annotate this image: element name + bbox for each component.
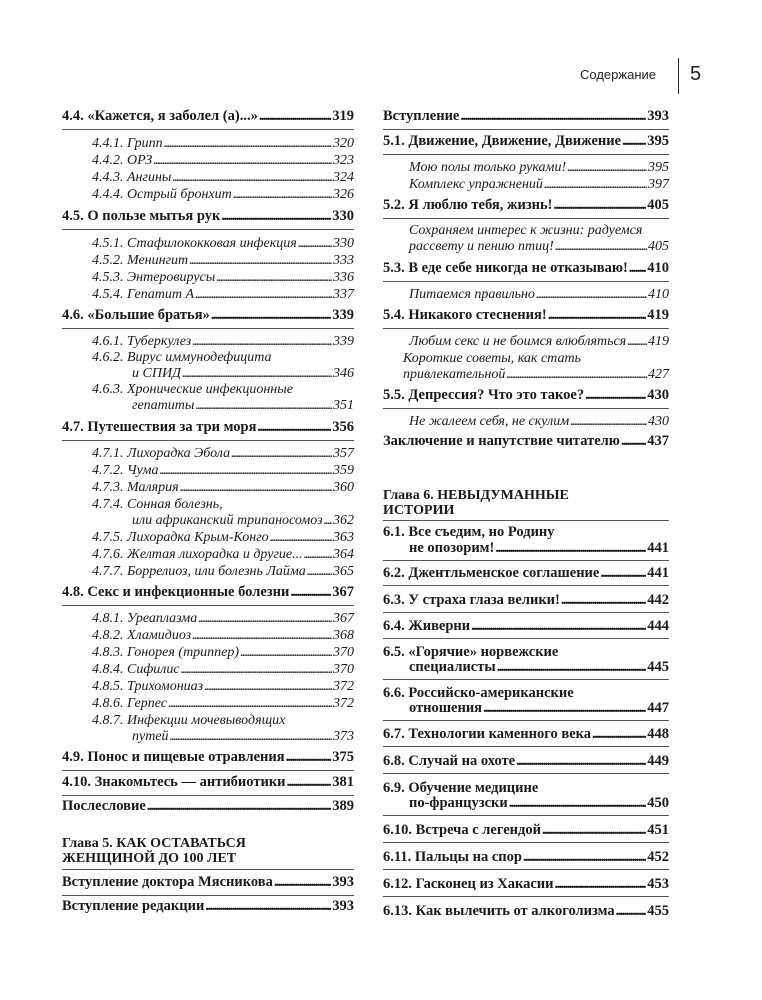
toc-entry[interactable]: и СПИД . . . 346 xyxy=(62,365,354,382)
toc-entry[interactable]: Не жалеем себя, не скулим . . . 430 xyxy=(383,413,669,430)
toc-entry[interactable]: 4.7.7. Боррелиоз, или болезнь Лайма . . . 365 xyxy=(62,563,354,580)
toc-entry[interactable]: не опозорим! . . . 441 xyxy=(383,540,669,557)
toc-entry-first-line: 6.1. Все съедим, но Родину xyxy=(383,524,555,540)
toc-entry-first-line: 4.6.3. Хронические инфекционные xyxy=(92,382,293,397)
toc-entry[interactable]: 4.8.3. Гонорея (триппер) . . . 370 xyxy=(62,644,354,661)
toc-entry[interactable]: 5.5. Депрессия? Что это такое? . . . 430 xyxy=(383,387,669,404)
toc-entry[interactable]: Вступление редакции . . . 393 xyxy=(62,898,354,915)
chapter-heading: Глава 6. НЕВЫДУМАННЫЕ xyxy=(383,488,569,503)
toc-entry[interactable]: 4.8.2. Хламидиоз . . . 368 xyxy=(62,627,354,644)
toc-entry[interactable]: 4.5.3. Энтеровирусы . . . 336 xyxy=(62,269,354,286)
divider xyxy=(62,229,354,230)
divider xyxy=(383,612,669,613)
divider xyxy=(62,328,354,329)
toc-entry[interactable]: 4.5.2. Менингит . . . 333 xyxy=(62,252,354,269)
divider xyxy=(383,520,669,521)
toc-entry[interactable]: Мою полы только руками! . . . 395 xyxy=(383,159,669,176)
toc-entry[interactable]: 4.7.6. Желтая лихорадка и другие... . . . 364 xyxy=(62,546,354,563)
section-title: Содержание xyxy=(580,67,656,82)
divider xyxy=(383,720,669,721)
divider xyxy=(383,281,669,282)
toc-entry-first-line: 6.6. Российско-американские xyxy=(383,685,574,701)
toc-entry[interactable]: Вступление . . . 393 xyxy=(383,108,669,125)
toc-entry[interactable]: 4.6.1. Туберкулез . . . 339 xyxy=(62,333,354,350)
toc-entry[interactable]: 4.9. Понос и пищевые отравления . . . 375 xyxy=(62,749,354,766)
toc-entry[interactable]: 4.10. Знакомьтесь — антибиотики . . . 381 xyxy=(62,774,354,791)
toc-entry[interactable]: Вступление доктора Мясникова . . . 393 xyxy=(62,874,354,891)
toc-entry[interactable]: 6.10. Встреча с легендой . . . 451 xyxy=(383,822,669,839)
divider xyxy=(383,154,669,155)
toc-entry[interactable]: 6.4. Живерни . . . 444 xyxy=(383,618,669,635)
toc-entry[interactable]: 4.4.4. Острый бронхит . . . 326 xyxy=(62,186,354,203)
divider xyxy=(62,869,354,870)
divider xyxy=(383,638,669,639)
toc-entry[interactable]: 6.13. Как вылечить от алкоголизма . . . 455 xyxy=(383,903,669,920)
divider xyxy=(383,408,669,409)
toc-entry[interactable]: 4.4. «Кажется, я заболел (а)...» . . . 319 xyxy=(62,108,354,125)
divider xyxy=(62,895,354,896)
header-divider xyxy=(678,58,679,94)
toc-entry[interactable]: 6.3. У страха глаза велики! . . . 442 xyxy=(383,592,669,609)
toc-entry[interactable]: 4.7. Путешествия за три моря . . . 356 xyxy=(62,419,354,436)
toc-entry[interactable]: 5.3. В еде себе никогда не отказываю! . . . 410 xyxy=(383,260,669,277)
toc-entry[interactable]: 4.8.1. Уреаплазма . . . 367 xyxy=(62,610,354,627)
chapter-heading: ИСТОРИИ xyxy=(383,503,455,518)
toc-entry[interactable]: Заключение и напутствие читателю . . . 437 xyxy=(383,433,669,450)
toc-entry[interactable]: 5.2. Я люблю тебя, жизнь! . . . 405 xyxy=(383,197,669,214)
toc-entry-first-line: 6.5. «Горячие» норвежские xyxy=(383,644,559,660)
divider xyxy=(383,585,669,586)
toc-entry-first-line: 6.9. Обучение медицине xyxy=(383,780,539,796)
toc-entry[interactable]: рассвету и пению птиц! . . . 405 xyxy=(383,238,669,255)
divider xyxy=(62,770,354,771)
toc-entry[interactable]: Послесловие . . . 389 xyxy=(62,798,354,815)
toc-entry[interactable]: 4.4.1. Грипп . . . 320 xyxy=(62,135,354,152)
toc-entry[interactable]: специалисты . . . 445 xyxy=(383,659,669,676)
toc-entry[interactable]: 4.8. Секс и инфекционные болезни . . . 367 xyxy=(62,584,354,601)
toc-entry[interactable]: 6.2. Джентльменское соглашение . . . 441 xyxy=(383,565,669,582)
toc-entry[interactable]: 4.8.4. Сифилис . . . 370 xyxy=(62,661,354,678)
toc-entry[interactable]: 4.4.2. ОРЗ . . . 323 xyxy=(62,152,354,169)
toc-entry[interactable]: 6.12. Гасконец из Хакасии . . . 453 xyxy=(383,876,669,893)
toc-entry[interactable]: 4.7.5. Лихорадка Крым-Конго . . . 363 xyxy=(62,529,354,546)
toc-entry[interactable]: 4.7.1. Лихорадка Эбола . . . 357 xyxy=(62,445,354,462)
toc-entry[interactable]: или африканский трипаносомоз . . . 362 xyxy=(62,512,354,529)
toc-entry[interactable]: привлекательной . . . 427 xyxy=(383,366,669,383)
toc-entry-first-line: Короткие советы, как стать xyxy=(403,351,581,366)
divider xyxy=(383,842,669,843)
chapter-heading: ЖЕНЩИНОЙ ДО 100 ЛЕТ xyxy=(62,851,237,866)
divider xyxy=(383,869,669,870)
divider xyxy=(383,679,669,680)
toc-entry[interactable]: по-французски . . . 450 xyxy=(383,795,669,812)
toc-entry[interactable]: 6.8. Случай на охоте . . . 449 xyxy=(383,753,669,770)
toc-entry[interactable]: 5.4. Никакого стеснения! . . . 419 xyxy=(383,307,669,324)
divider xyxy=(62,440,354,441)
divider xyxy=(383,218,669,219)
toc-entry[interactable]: 6.7. Технологии каменного века . . . 448 xyxy=(383,726,669,743)
divider xyxy=(383,896,669,897)
toc-entry[interactable]: путей . . . 373 xyxy=(62,728,354,745)
divider xyxy=(383,746,669,747)
toc-entry[interactable]: 4.5. О пользе мытья рук . . . 330 xyxy=(62,208,354,225)
toc-entry[interactable]: Питаемся правильно . . . 410 xyxy=(383,286,669,303)
divider xyxy=(62,795,354,796)
toc-entry[interactable]: отношения . . . 447 xyxy=(383,700,669,717)
toc-entry[interactable]: 4.4.3. Ангины . . . 324 xyxy=(62,169,354,186)
divider xyxy=(383,815,669,816)
page-number: 5 xyxy=(690,63,702,85)
toc-entry[interactable]: 4.7.3. Малярия . . . 360 xyxy=(62,479,354,496)
toc-entry[interactable]: 4.8.6. Герпес . . . 372 xyxy=(62,695,354,712)
toc-entry[interactable]: 5.1. Движение, Движение, Движение . . . 395 xyxy=(383,133,669,150)
toc-entry[interactable]: Комплекс упражнений . . . 397 xyxy=(383,176,669,193)
toc-entry-first-line: 4.8.7. Инфекции мочевыводящих xyxy=(92,713,286,728)
divider xyxy=(383,129,669,130)
toc-entry[interactable]: 6.11. Пальцы на спор . . . 452 xyxy=(383,849,669,866)
toc-entry[interactable]: гепатиты . . . 351 xyxy=(62,397,354,414)
divider xyxy=(383,773,669,774)
toc-entry[interactable]: Любим секс и не боимся влюбляться . . . 419 xyxy=(383,333,669,350)
divider xyxy=(62,605,354,606)
divider xyxy=(62,129,354,130)
toc-entry[interactable]: 4.5.1. Стафилококковая инфекция . . . 330 xyxy=(62,235,354,252)
divider xyxy=(383,560,669,561)
toc-entry-first-line: 4.7.4. Сонная болезнь, xyxy=(92,497,223,512)
toc-entry[interactable]: 4.6. «Большие братья» . . . 339 xyxy=(62,307,354,324)
toc-entry[interactable]: 4.7.2. Чума . . . 359 xyxy=(62,462,354,479)
toc-entry[interactable]: 4.8.5. Трихомониаз . . . 372 xyxy=(62,678,354,695)
toc-entry-first-line: 4.6.2. Вирус иммунодефицита xyxy=(92,350,272,365)
divider xyxy=(383,328,669,329)
toc-entry[interactable]: 4.5.4. Гепатит А . . . 337 xyxy=(62,286,354,303)
toc-entry-first-line: Сохраняем интерес к жизни: радуемся xyxy=(409,223,643,238)
chapter-heading: Глава 5. КАК ОСТАВАТЬСЯ xyxy=(62,836,246,851)
